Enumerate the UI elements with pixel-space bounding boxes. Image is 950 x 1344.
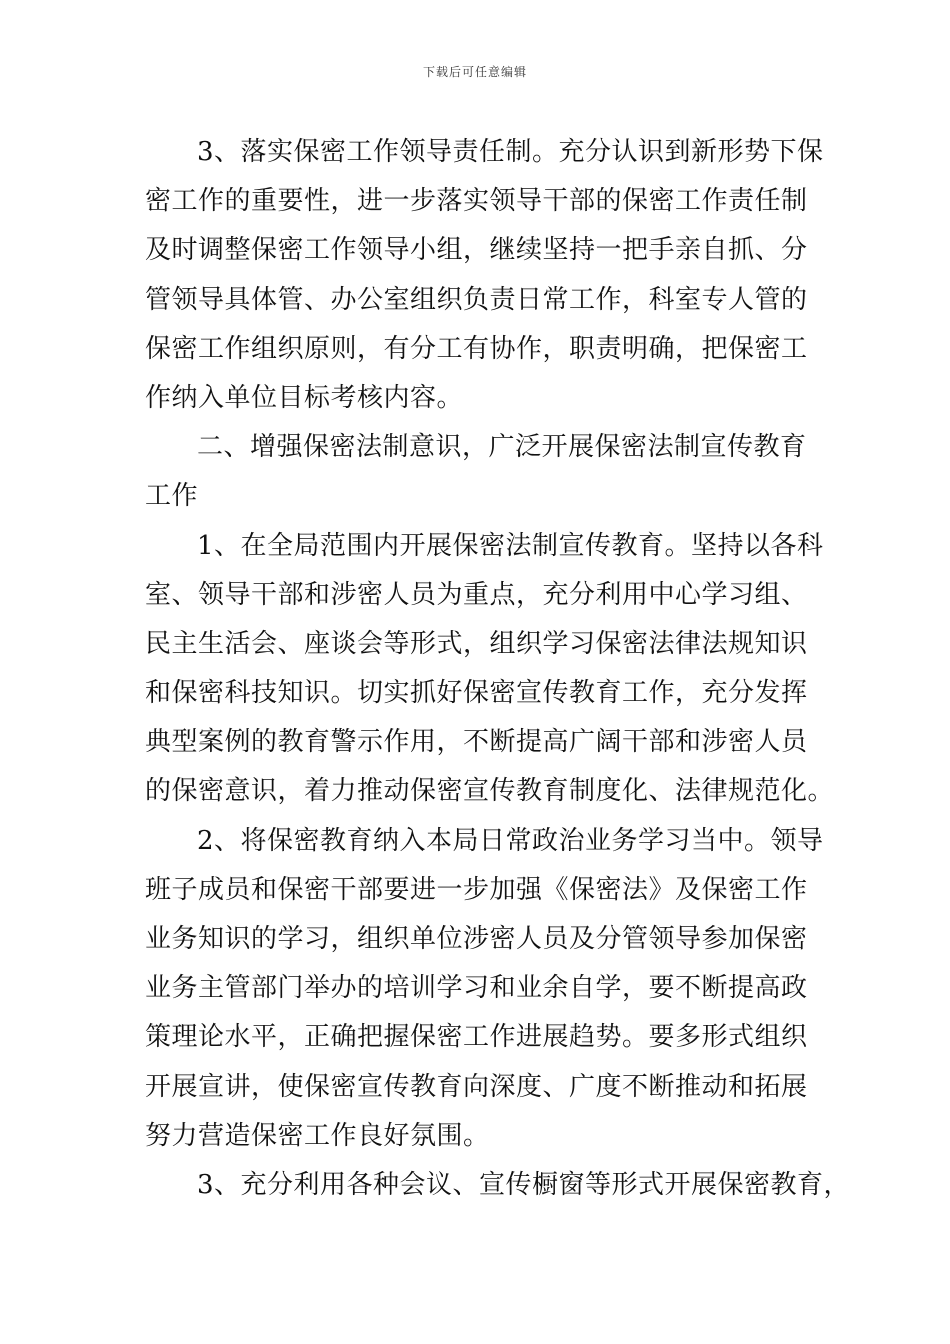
- paragraph-line: 策理论水平，正确把握保密工作进展趋势。要多形式组织: [145, 1022, 808, 1053]
- paragraph-line: 室、领导干部和涉密人员为重点，充分利用中心学习组、: [145, 579, 808, 610]
- paragraph-line: 班子成员和保密干部要进一步加强《保密法》及保密工作: [145, 874, 808, 905]
- paragraph-line: 1、在全局范围内开展保密法制宣传教育。坚持以各科: [197, 530, 824, 561]
- paragraph-line: 的保密意识，着力推动保密宣传教育制度化、法律规范化。: [145, 776, 835, 807]
- paragraph-line: 及时调整保密工作领导小组，继续坚持一把手亲自抓、分: [145, 235, 808, 266]
- page-header-note: 下载后可任意编辑: [422, 65, 527, 79]
- paragraph-line: 3、落实保密工作领导责任制。充分认识到新形势下保: [197, 137, 824, 167]
- paragraph-line: 作纳入单位目标考核内容。: [145, 382, 464, 413]
- paragraph-line: 和保密科技知识。切实抓好保密宣传教育工作，充分发挥: [145, 678, 808, 709]
- paragraph-line: 开展宣讲，使保密宣传教育向深度、广度不断推动和拓展: [145, 1071, 808, 1102]
- paragraph-line: 管领导具体管、办公室组织负责日常工作，科室专人管的: [145, 284, 808, 315]
- paragraph-line: 业务主管部门举办的培训学习和业余自学，要不断提高政: [145, 973, 808, 1004]
- section-heading-line: 工作: [145, 481, 199, 512]
- paragraph-line: 保密工作组织原则，有分工有协作，职责明确，把保密工: [145, 333, 808, 364]
- paragraph-line: 典型案例的教育警示作用，不断提高广阔干部和涉密人员: [145, 727, 808, 758]
- document-body: [145, 128, 851, 1210]
- paragraph-line: 业务知识的学习，组织单位涉密人员及分管领导参加保密: [145, 924, 808, 954]
- paragraph-line: 2、将保密教育纳入本局日常政治业务学习当中。领导: [197, 825, 824, 856]
- paragraph-line: 密工作的重要性，进一步落实领导干部的保密工作责任制: [145, 186, 808, 217]
- paragraph-line: 努力营造保密工作良好氛围。: [145, 1120, 490, 1151]
- paragraph-line: 民主生活会、座谈会等形式，组织学习保密法律法规知识: [145, 628, 808, 659]
- section-heading-line: 二、增强保密法制意识，广泛开展保密法制宣传教育: [197, 432, 807, 463]
- paragraph-line: 3、充分利用各种会议、宣传橱窗等形式开展保密教育，: [197, 1169, 851, 1200]
